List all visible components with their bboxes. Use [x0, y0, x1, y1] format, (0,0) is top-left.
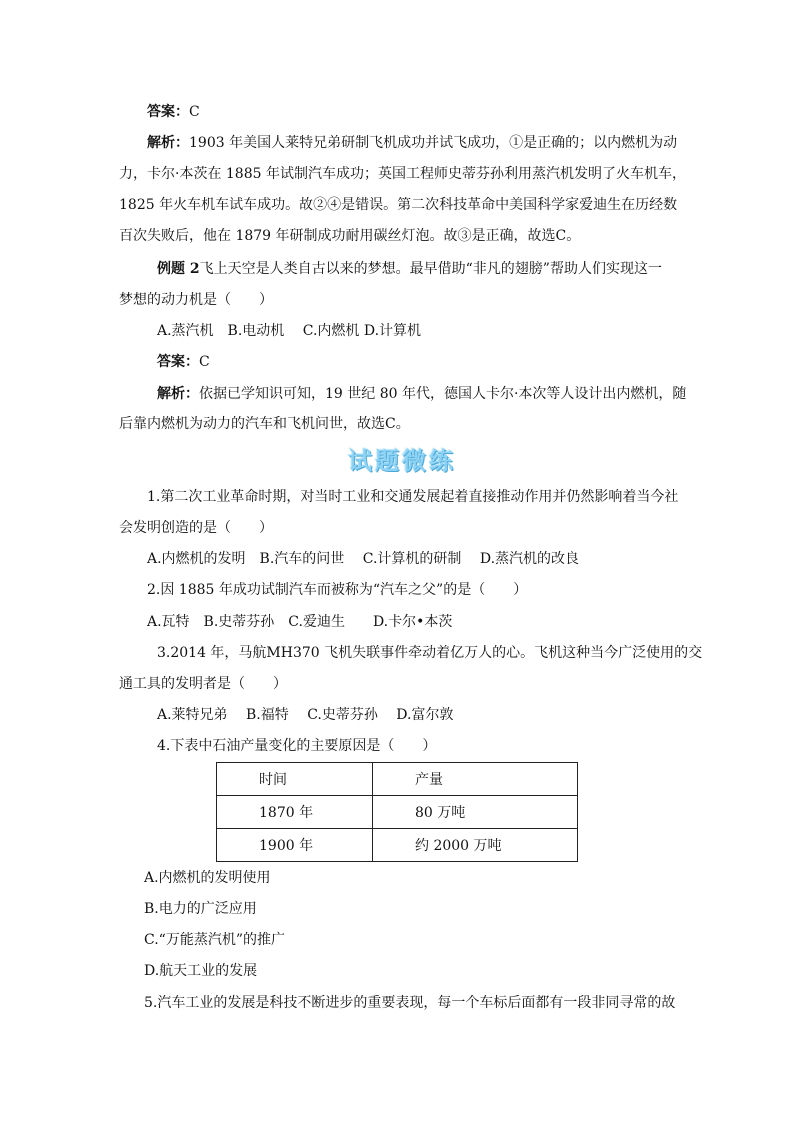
question-text: 通工具的发明者是（ ）	[119, 676, 287, 692]
answer-label: 答案：	[147, 104, 189, 120]
table-cell: 约 2000 万吨	[373, 829, 578, 862]
question-text: 4.下表中石油产量变化的主要原因是（ ）	[157, 738, 437, 754]
option-d: D.航天工业的发展	[144, 963, 258, 979]
table-cell: 1900 年	[217, 829, 373, 862]
question-text: 2.因 1885 年成功试制汽车而被称为“汽车之父”的是（ ）	[147, 582, 528, 598]
answer-value: C	[199, 354, 210, 370]
example-label: 例题 2	[157, 261, 200, 277]
table-cell: 1870 年	[217, 796, 373, 829]
analysis-text: 1903 年美国人莱特兄弟研制飞机成功并试飞成功，①是正确的；以内燃机为动	[189, 135, 678, 151]
analysis-line	[147, 133, 677, 153]
analysis-line: 后靠内燃机为动力的汽车和飞机问世，故选C。	[119, 416, 410, 432]
table-header-cell: 产量	[373, 763, 578, 796]
answer-2	[157, 352, 210, 372]
question-text: 1.第二次工业革命时期，对当时工业和交通发展起着直接推动作用并仍然影响着当今社	[147, 489, 679, 505]
analysis-line: 百次失败后，他在 1879 年研制成功耐用碳丝灯泡。故③是正确，故选C。	[119, 228, 581, 244]
production-table	[216, 762, 578, 862]
table-row	[217, 829, 578, 862]
answer-value: C	[189, 104, 200, 120]
analysis-line: 力，卡尔·本茨在 1885 年试制汽车成功；英国工程师史蒂芬孙利用蒸汽机发明了火车机车，	[119, 166, 686, 182]
table-header-row	[217, 763, 578, 796]
example-line	[157, 259, 662, 279]
answer-label: 答案：	[157, 354, 199, 370]
example-text: 飞上天空是人类自古以来的梦想。最早借助“非凡的翅膀”帮助人们实现这一	[199, 261, 662, 277]
option-a: A.内燃机的发明使用	[144, 870, 271, 886]
question-options: A.瓦特 B.史蒂芬孙 C.爱迪生 D.卡尔•本茨	[147, 614, 453, 630]
option-c: C.“万能蒸汽机”的推广	[144, 932, 285, 948]
section-banner: 试题微练	[348, 446, 456, 475]
question-text: 5.汽车工业的发展是科技不断进步的重要表现，每一个车标后面都有一段非同寻常的故	[144, 995, 676, 1011]
option-b: B.电力的广泛应用	[144, 901, 257, 917]
question-text: 会发明创造的是（ ）	[119, 520, 273, 536]
analysis-label: 解析：	[157, 386, 199, 402]
example-line: 梦想的动力机是（ ）	[119, 292, 273, 308]
table-header-cell: 时间	[217, 763, 373, 796]
answer-1	[147, 102, 200, 122]
analysis-text: 依据已学知识可知，19 世纪 80 年代，德国人卡尔·本次等人设计出内燃机，随	[199, 386, 687, 402]
question-options: A.莱特兄弟 B.福特 C.史蒂芬孙 D.富尔敦	[157, 707, 454, 723]
analysis-line	[157, 384, 686, 404]
question-options: A.内燃机的发明 B.汽车的问世 C.计算机的研制 D.蒸汽机的改良	[147, 551, 580, 567]
example-options: A.蒸汽机 B.电动机 C.内燃机 D.计算机	[157, 323, 422, 339]
analysis-line: 1825 年火车机车试车成功。故②④是错误。第二次科技革命中美国科学家爱迪生在历经数	[119, 197, 678, 213]
question-text: 3.2014 年，马航MH370 飞机失联事件牵动着亿万人的心。飞机这种当今广泛使用的交	[157, 645, 703, 661]
table-cell: 80 万吨	[373, 796, 578, 829]
analysis-label: 解析：	[147, 135, 189, 151]
table-row	[217, 796, 578, 829]
